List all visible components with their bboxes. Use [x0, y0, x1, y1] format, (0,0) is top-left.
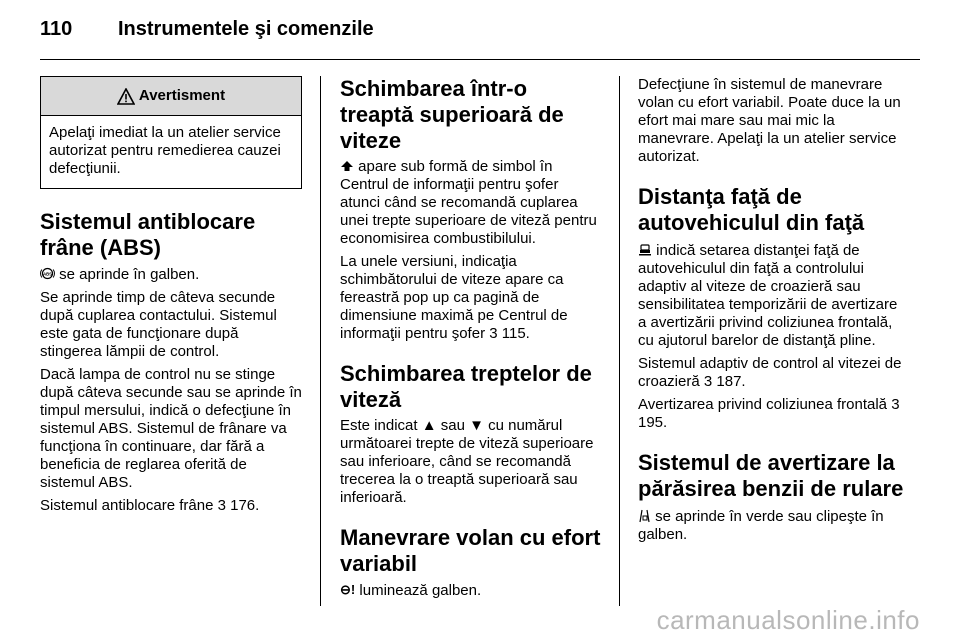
page-title: Instrumentele şi comenzile — [118, 18, 374, 40]
distance-p3-ref[interactable]: 195. — [638, 414, 668, 431]
lane-departure-icon — [638, 509, 651, 523]
abs-p1-text: se aprinde în galben. — [59, 266, 200, 283]
page-number: 110 — [40, 18, 73, 40]
abs-icon — [40, 266, 55, 281]
abs-heading: Sistemul antiblocare frâne (ABS) — [40, 209, 256, 260]
distance-p2-text: Sistemul adaptiv de control al vitezei de croazieră — [638, 355, 902, 390]
vehicle-ahead-icon — [638, 243, 652, 257]
distance-p1-text: indică setarea distanţei faţă de autovehiculul din faţă a controlului adaptiv al viteze de croazieră sau sensibilitatea temporizării de avertizare a avertizării privind coliziunea frontală, cu ajutorul barelor de distanţă pline. — [638, 242, 898, 349]
distance-paragraph-1 — [638, 242, 904, 350]
distance-paragraph-3 — [638, 396, 904, 432]
page-ref-arrow-icon: 3 — [891, 396, 900, 413]
upshift-heading: Schimbarea într-o treaptă superioară de viteze — [340, 76, 564, 153]
abs-paragraph-4 — [40, 497, 302, 515]
steering-paragraph-2: Defecţiune în sistemul de manevrare volan cu efort variabil. Poate duce la un efort mai mare sau mai mic la manevrare. Apelaţi la un atelier service autorizat. — [638, 76, 901, 165]
steering-warning-icon: ⊖! — [340, 582, 356, 597]
steering-paragraph-1 — [340, 581, 602, 600]
warning-header — [41, 77, 301, 116]
header-rule — [40, 59, 920, 60]
abs-paragraph-3: Dacă lampa de control nu se stinge după câteva secunde sau se aprinde în timpul mersului, indică o defecţiune în sistemul ABS. Sistemul de frânare va funcţiona în continuare, dar fără a beneficia de reglarea oferită de sistemul ABS. — [40, 366, 302, 491]
distance-p3-text: Avertizarea privind coliziunea frontală — [638, 396, 888, 413]
upshift-arrow-icon — [340, 160, 354, 172]
page-ref-arrow-icon: 3 — [489, 325, 498, 342]
distance-paragraph-2 — [638, 355, 904, 391]
lane-heading: Sistemul de avertizare la părăsirea benzii de rulare — [638, 450, 904, 501]
steering-heading: Manevrare volan cu efort variabil — [340, 525, 601, 576]
gearshift-paragraph-1: Este indicat ▲ sau ▼ cu numărul următoarei trepte de viteză superioare sau inferioare, când se recomandă trecerea la o treaptă superioară sau inferioară. — [340, 417, 594, 506]
warning-triangle-icon — [117, 88, 135, 105]
abs-paragraph-1 — [40, 266, 302, 284]
lane-paragraph-1 — [638, 508, 904, 544]
abs-paragraph-2: Se aprinde timp de câteva secunde după cuplarea contactului. Sistemul este gata de funcţionare după stingerea lămpii de control. — [40, 289, 277, 360]
upshift-p2-text: La unele versiuni, indicaţia schimbătorului de viteze apare ca fereastră pop up ca pagină de dimensiune maximă pe Centrul de informaţii pentru şofer — [340, 253, 568, 342]
abs-p4-ref[interactable]: 176. — [230, 497, 260, 514]
column-divider-1 — [320, 76, 321, 606]
lane-p1-text: se aprinde în verde sau clipeşte în galben. — [638, 508, 884, 543]
upshift-p1-text: apare sub formă de simbol în Centrul de informaţii pentru şofer atunci când se recomandă cuplarea unei trepte superioare de viteză pentru economisirea combustibilului. — [340, 158, 597, 247]
warning-title: Avertisment — [138, 87, 226, 104]
column-1 — [40, 76, 302, 520]
page-ref-arrow-icon: 3 — [217, 497, 226, 514]
abs-p4-text: Sistemul antiblocare frâne — [40, 497, 214, 514]
column-2 — [340, 76, 602, 605]
column-3 — [638, 76, 904, 549]
svg-text:ABS: ABS — [43, 271, 52, 277]
page-ref-arrow-icon: 3 — [703, 373, 713, 390]
watermark: carmanualsonline.info — [656, 605, 920, 635]
warning-box — [40, 76, 302, 189]
gearshift-heading: Schimbarea treptelor de viteză — [340, 361, 592, 412]
upshift-p2-ref[interactable]: 115. — [501, 325, 530, 342]
column-divider-2 — [619, 76, 620, 606]
distance-heading: Distanţa faţă de autovehiculul din faţă — [638, 184, 865, 235]
steering-p1-text: luminează galben. — [359, 582, 482, 599]
warning-text: Apelaţi imediat la un atelier service autorizat pentru remedierea cauzei defecţiunii. — [49, 124, 281, 177]
upshift-paragraph-1 — [340, 158, 602, 248]
upshift-paragraph-2 — [340, 253, 602, 343]
distance-p2-ref[interactable]: 187. — [716, 373, 746, 390]
page-header — [40, 18, 920, 48]
